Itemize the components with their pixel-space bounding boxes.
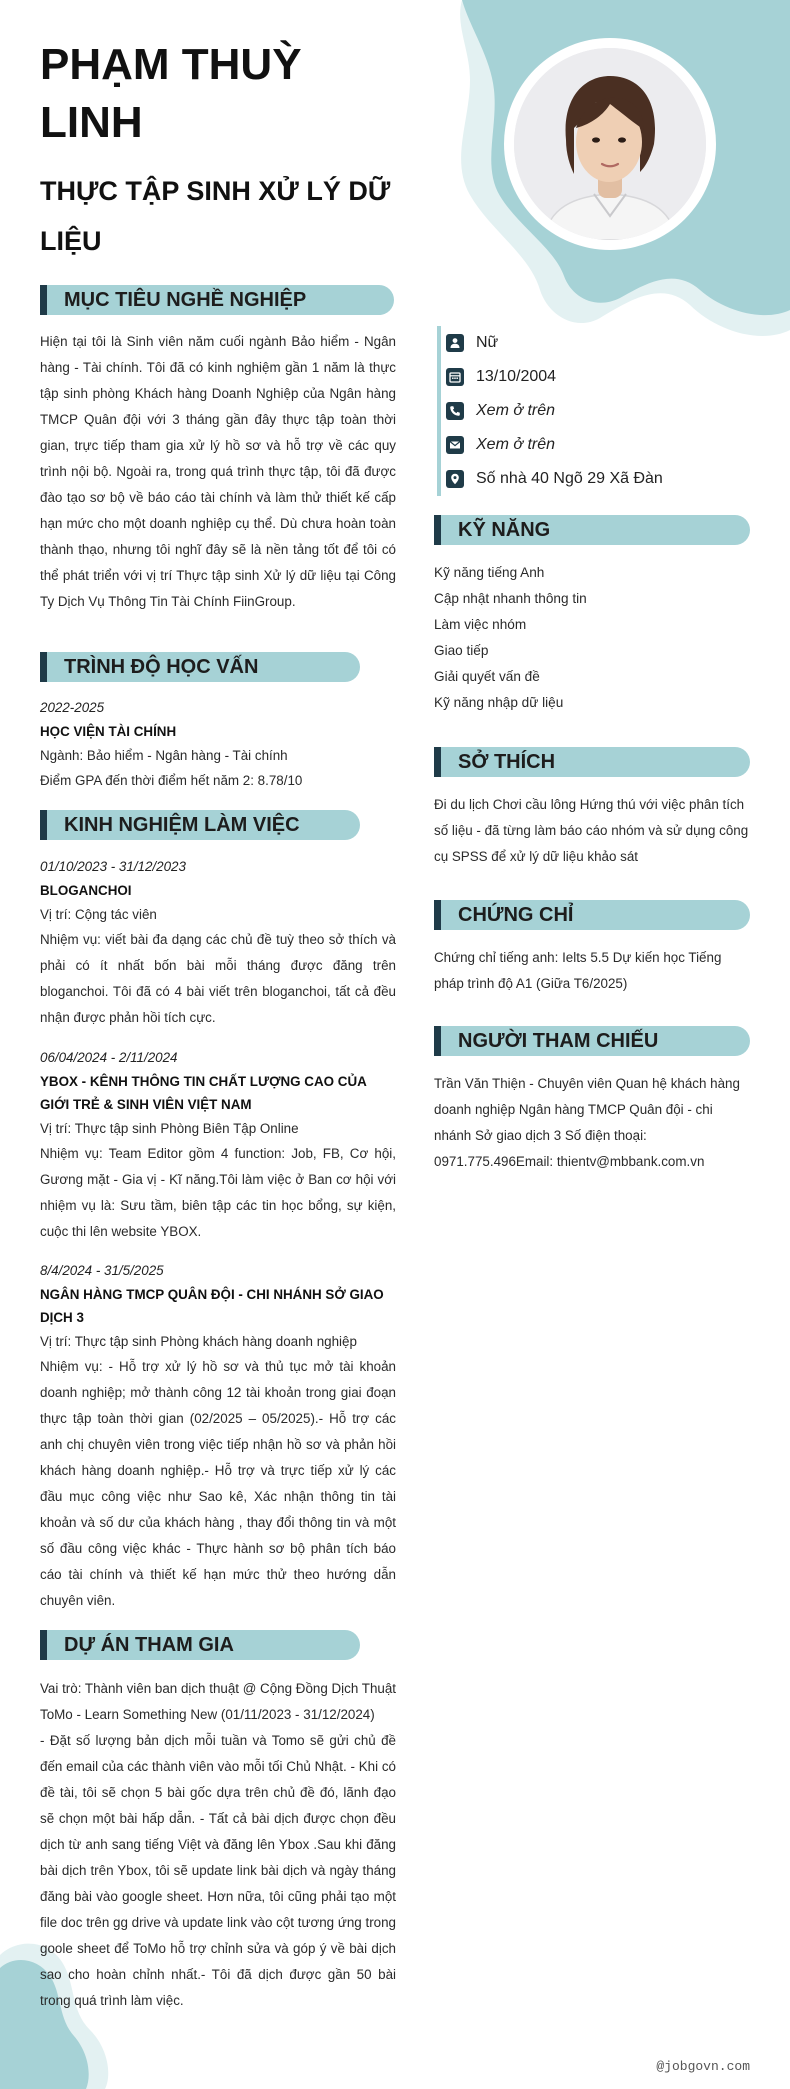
avatar [514,48,706,240]
contact-email [446,434,555,456]
skill-item: Kỹ năng nhập dữ liệu [434,695,564,710]
phone-icon [446,402,464,420]
education-major: Ngành: Bảo hiểm - Ngân hàng - Tài chính [40,748,288,763]
contact-phone [446,400,555,422]
experience-position: Vị trí: Thực tập sinh Phòng khách hàng doanh nghiệp [40,1334,357,1349]
experience-period: 01/10/2023 - 31/12/2023 [40,859,186,874]
footer-brand: @jobgovn.com [656,2059,750,2074]
experience-org: YBOX - KÊNH THÔNG TIN CHẤT LƯỢNG CAO CỦA GIỚI TRẺ & SINH VIÊN VIỆT NAM [40,1074,367,1112]
education-school: HỌC VIỆN TÀI CHÍNH [40,724,177,739]
avatar-illustration [514,48,706,240]
project-entry [40,1676,396,2014]
skill-item: Giao tiếp [434,643,489,658]
section-title-certificates: CHỨNG CHỈ [434,900,750,930]
experience-period: 06/04/2024 - 2/11/2024 [40,1050,178,1065]
section-title-experience: KINH NGHIỆM LÀM VIỆC [40,810,360,840]
contact-address [446,468,663,490]
experience-duties: Nhiệm vụ: viết bài đa dạng các chủ đề tuỳ theo sở thích và phải có ít nhất bốn bài mỗi tháng được đăng trên bloganchoi. Tôi đã có 4 bài viết trên bloganchoi, tất cả đều nhận được phản hồi tích cực. [40,932,396,1025]
contact-birthday-value: 13/10/2004 [476,368,557,385]
skills-list [434,560,754,716]
candidate-name: PHẠM THUỲ LINH [40,40,302,147]
section-title-hobbies: SỞ THÍCH [434,747,750,777]
education-entry [40,696,396,793]
section-title-education: TRÌNH ĐỘ HỌC VẤN [40,652,360,682]
skill-item: Giải quyết vấn đề [434,669,540,684]
experience-position: Vị trí: Thực tập sinh Phòng Biên Tập Online [40,1121,299,1136]
references-text: Trần Văn Thiện - Chuyên viên Quan hệ khách hàng doanh nghiệp Ngân hàng TMCP Quân đội - chi nhánh Sở giao dịch 3 Số điện thoại: 0971.775.496Email: thientv@mbbank.com.vn [434,1076,740,1169]
section-title-objective: MỤC TIÊU NGHỀ NGHIỆP [40,285,394,315]
experience-duties: Nhiệm vụ: - Hỗ trợ xử lý hồ sơ và thủ tục mở tài khoản doanh nghiệp; mở thành công 12 tài khoản trong giai đoạn thực tập toàn thời gian (02/2025 – 05/2025).- Hỗ trợ các anh chị chuyên viên trong việc tiếp nhận hồ sơ và phản hồi khách hàng doanh nghiệp.- Hỗ trợ và trực tiếp xử lý các đầu mục công việc như Sao kê, Xác nhận thông tin tài khoản và số dư của khách hàng , thay đổi thông tin và một số đầu công việc khác - Thực hành sơ bộ phân tích báo cáo tài chính và thiết kế hạn mức thử theo hướng dẫn chuyên viên. [40,1359,396,1608]
section-title-references: NGƯỜI THAM CHIẾU [434,1026,750,1056]
skill-item: Cập nhật nhanh thông tin [434,591,587,606]
experience-duties: Nhiệm vụ: Team Editor gồm 4 function: Job, FB, Cơ hội, Gương mặt - Gia vị - Kĩ năng.Tôi làm việc ở Ban cơ hội với nhiệm vụ là: Sưu tầm, biên tập các tin học bổng, sự kiện, cuộc thi lên website YBOX. [40,1146,396,1239]
candidate-job-title: THỰC TẬP SINH XỬ LÝ DỮ LIỆU [40,176,391,256]
experience-item [40,855,396,1031]
experience-period: 8/4/2024 - 31/5/2025 [40,1263,164,1278]
contact-phone-value: Xem ở trên [476,402,556,419]
experience-position: Vị trí: Cộng tác viên [40,907,157,922]
calendar-icon [446,368,464,386]
education-period: 2022-2025 [40,700,105,715]
mail-icon [446,436,464,454]
experience-org: NGÂN HÀNG TMCP QUÂN ĐỘI - CHI NHÁNH SỞ GIAO DỊCH 3 [40,1287,384,1325]
contact-email-value: Xem ở trên [476,436,556,453]
skill-item: Kỹ năng tiếng Anh [434,565,545,580]
contact-birthday [446,366,556,388]
education-gpa: Điểm GPA đến thời điểm hết năm 2: 8.78/10 [40,773,303,788]
user-icon [446,334,464,352]
section-title-skills: KỸ NĂNG [434,515,750,545]
contact-gender [446,332,498,354]
experience-item [40,1046,396,1245]
contact-accent-bar [437,326,441,496]
project-details: - Đặt số lượng bản dịch mỗi tuần và Tomo sẽ gửi chủ đề đến email của các thành viên vào mỗi tối Chủ Nhật. - Khi có đề tài, tôi sẽ chọn 5 bài gốc dựa trên chủ đề đó, lãnh đạo sẽ chọn một bài hấp dẫn. - Tất cả bài dịch được chọn đều dịch từ anh sang tiếng Việt và đăng lên Ybox .Sau khi đăng bài dịch trên Ybox, tôi sẽ update link bài dịch và ngày tháng đăng bài vào google sheet. Hơn nữa, tôi cũng phải tạo một file doc trên gg drive và update link vào cột tương ứng trong goole sheet để ToMo hỗ trợ chỉnh sửa và góp ý về bài dịch sao cho hoàn chỉnh nhất.- Tôi đã dịch được gần 50 bài trong quá trình làm việc. [40,1733,396,2008]
experience-item [40,1259,396,1614]
project-role: Vai trò: Thành viên ban dịch thuật @ Cộng Đồng Dịch Thuật ToMo - Learn Something New (01/11/2023 - 31/12/2024) [40,1681,397,1722]
section-title-projects: DỰ ÁN THAM GIA [40,1630,360,1660]
location-pin-icon [446,470,464,488]
hobbies-text: Đi du lịch Chơi cầu lông Hứng thú với việc phân tích số liệu - đã từng làm báo cáo nhóm và sử dụng công cụ SPSS để xử lý dữ liệu khảo sát [434,797,749,864]
skill-item: Làm việc nhóm [434,617,527,632]
objective-text: Hiện tại tôi là Sinh viên năm cuối ngành Bảo hiểm - Ngân hàng - Tài chính. Tôi đã có kinh nghiệm gần 1 năm là thực tập sinh phòng Khách hàng Doanh Nghiệp của Ngân hàng TMCP Quân đội với 3 tháng gần đây thực tập toàn thời gian, trực tiếp tham gia xử lý hồ sơ và hỗ trợ về các quy trình nội bộ. Ngoài ra, trong quá trình thực tập, tôi đã được đào tạo sơ bộ về báo cáo tài chính và làm thử thiết kế cấp hạn mức cho một doanh nghiệp cụ thể. Dù chưa hoàn toàn thành thạo, nhưng tôi nghĩ đây sẽ là nền tảng tốt để tôi có thể phát triển với vị trí Thực tập sinh Xử lý dữ liệu tại Công Ty Dịch Vụ Thông Tin Tài Chính FiinGroup. [40,334,396,609]
contact-gender-value: Nữ [476,334,499,351]
certificates-text: Chứng chỉ tiếng anh: Ielts 5.5 Dự kiến học Tiếng pháp trình độ A1 (Giữa T6/2025) [434,950,722,991]
contact-address-value: Số nhà 40 Ngõ 29 Xã Đàn [476,470,663,487]
experience-org: BLOGANCHOI [40,883,132,898]
